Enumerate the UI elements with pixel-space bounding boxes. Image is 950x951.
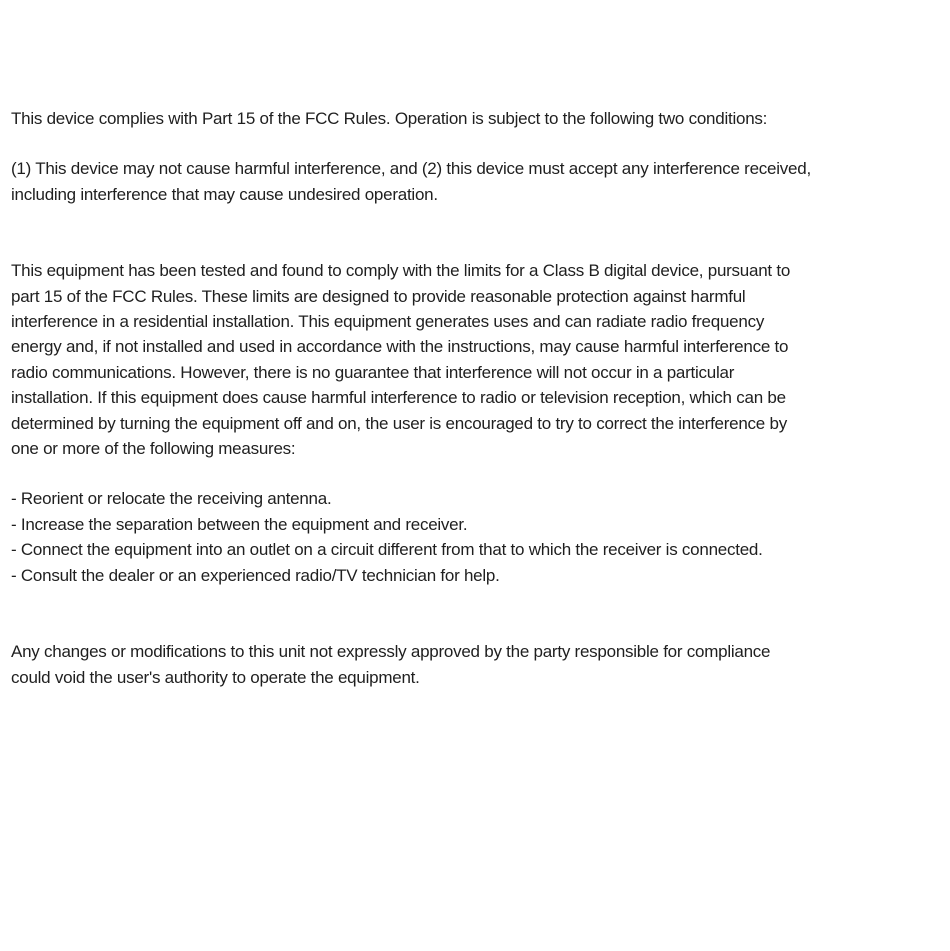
text-line: radio communications. However, there is no guarantee that interference will not occur in a particular — [11, 362, 735, 382]
list-corrective-measures — [11, 486, 943, 588]
list-item: - Reorient or relocate the receiving antenna. — [11, 489, 332, 509]
text-line: (1) This device may not cause harmful interference, and (2) this device must accept any interference received, — [11, 159, 811, 179]
text-line: determined by turning the equipment off and on, the user is encouraged to try to correct the interference by — [11, 413, 787, 433]
text-line: energy and, if not installed and used in accordance with the instructions, may cause harmful interference to — [11, 337, 789, 357]
text-line: interference in a residential installation. This equipment generates uses and can radiate radio frequency — [11, 312, 765, 332]
text-line: including interference that may cause undesired operation. — [11, 184, 438, 204]
paragraph-two-conditions — [11, 156, 943, 207]
text-line: Any changes or modifications to this unit not expressly approved by the party responsible for compliance — [11, 642, 771, 662]
paragraph-modifications-warning — [11, 639, 943, 690]
text-line: installation. If this equipment does cause harmful interference to radio or television reception, which can be — [11, 388, 786, 408]
text-line: This equipment has been tested and found to comply with the limits for a Class B digital device, pursuant to — [11, 261, 791, 281]
text-line: part 15 of the FCC Rules. These limits are designed to provide reasonable protection against harmful — [11, 286, 746, 306]
paragraph-class-b-testing — [11, 258, 943, 461]
text-line: This device complies with Part 15 of the FCC Rules. Operation is subject to the following two conditions: — [11, 109, 768, 128]
list-item: - Increase the separation between the equipment and receiver. — [11, 514, 468, 534]
fcc-compliance-text-block — [11, 106, 943, 690]
text-line: could void the user's authority to operate the equipment. — [11, 667, 420, 687]
list-item: - Consult the dealer or an experienced radio/TV technician for help. — [11, 565, 500, 585]
list-item: - Connect the equipment into an outlet on a circuit different from that to which the receiver is connected. — [11, 540, 763, 560]
text-line: one or more of the following measures: — [11, 439, 296, 459]
paragraph-part15-compliance — [11, 106, 943, 131]
